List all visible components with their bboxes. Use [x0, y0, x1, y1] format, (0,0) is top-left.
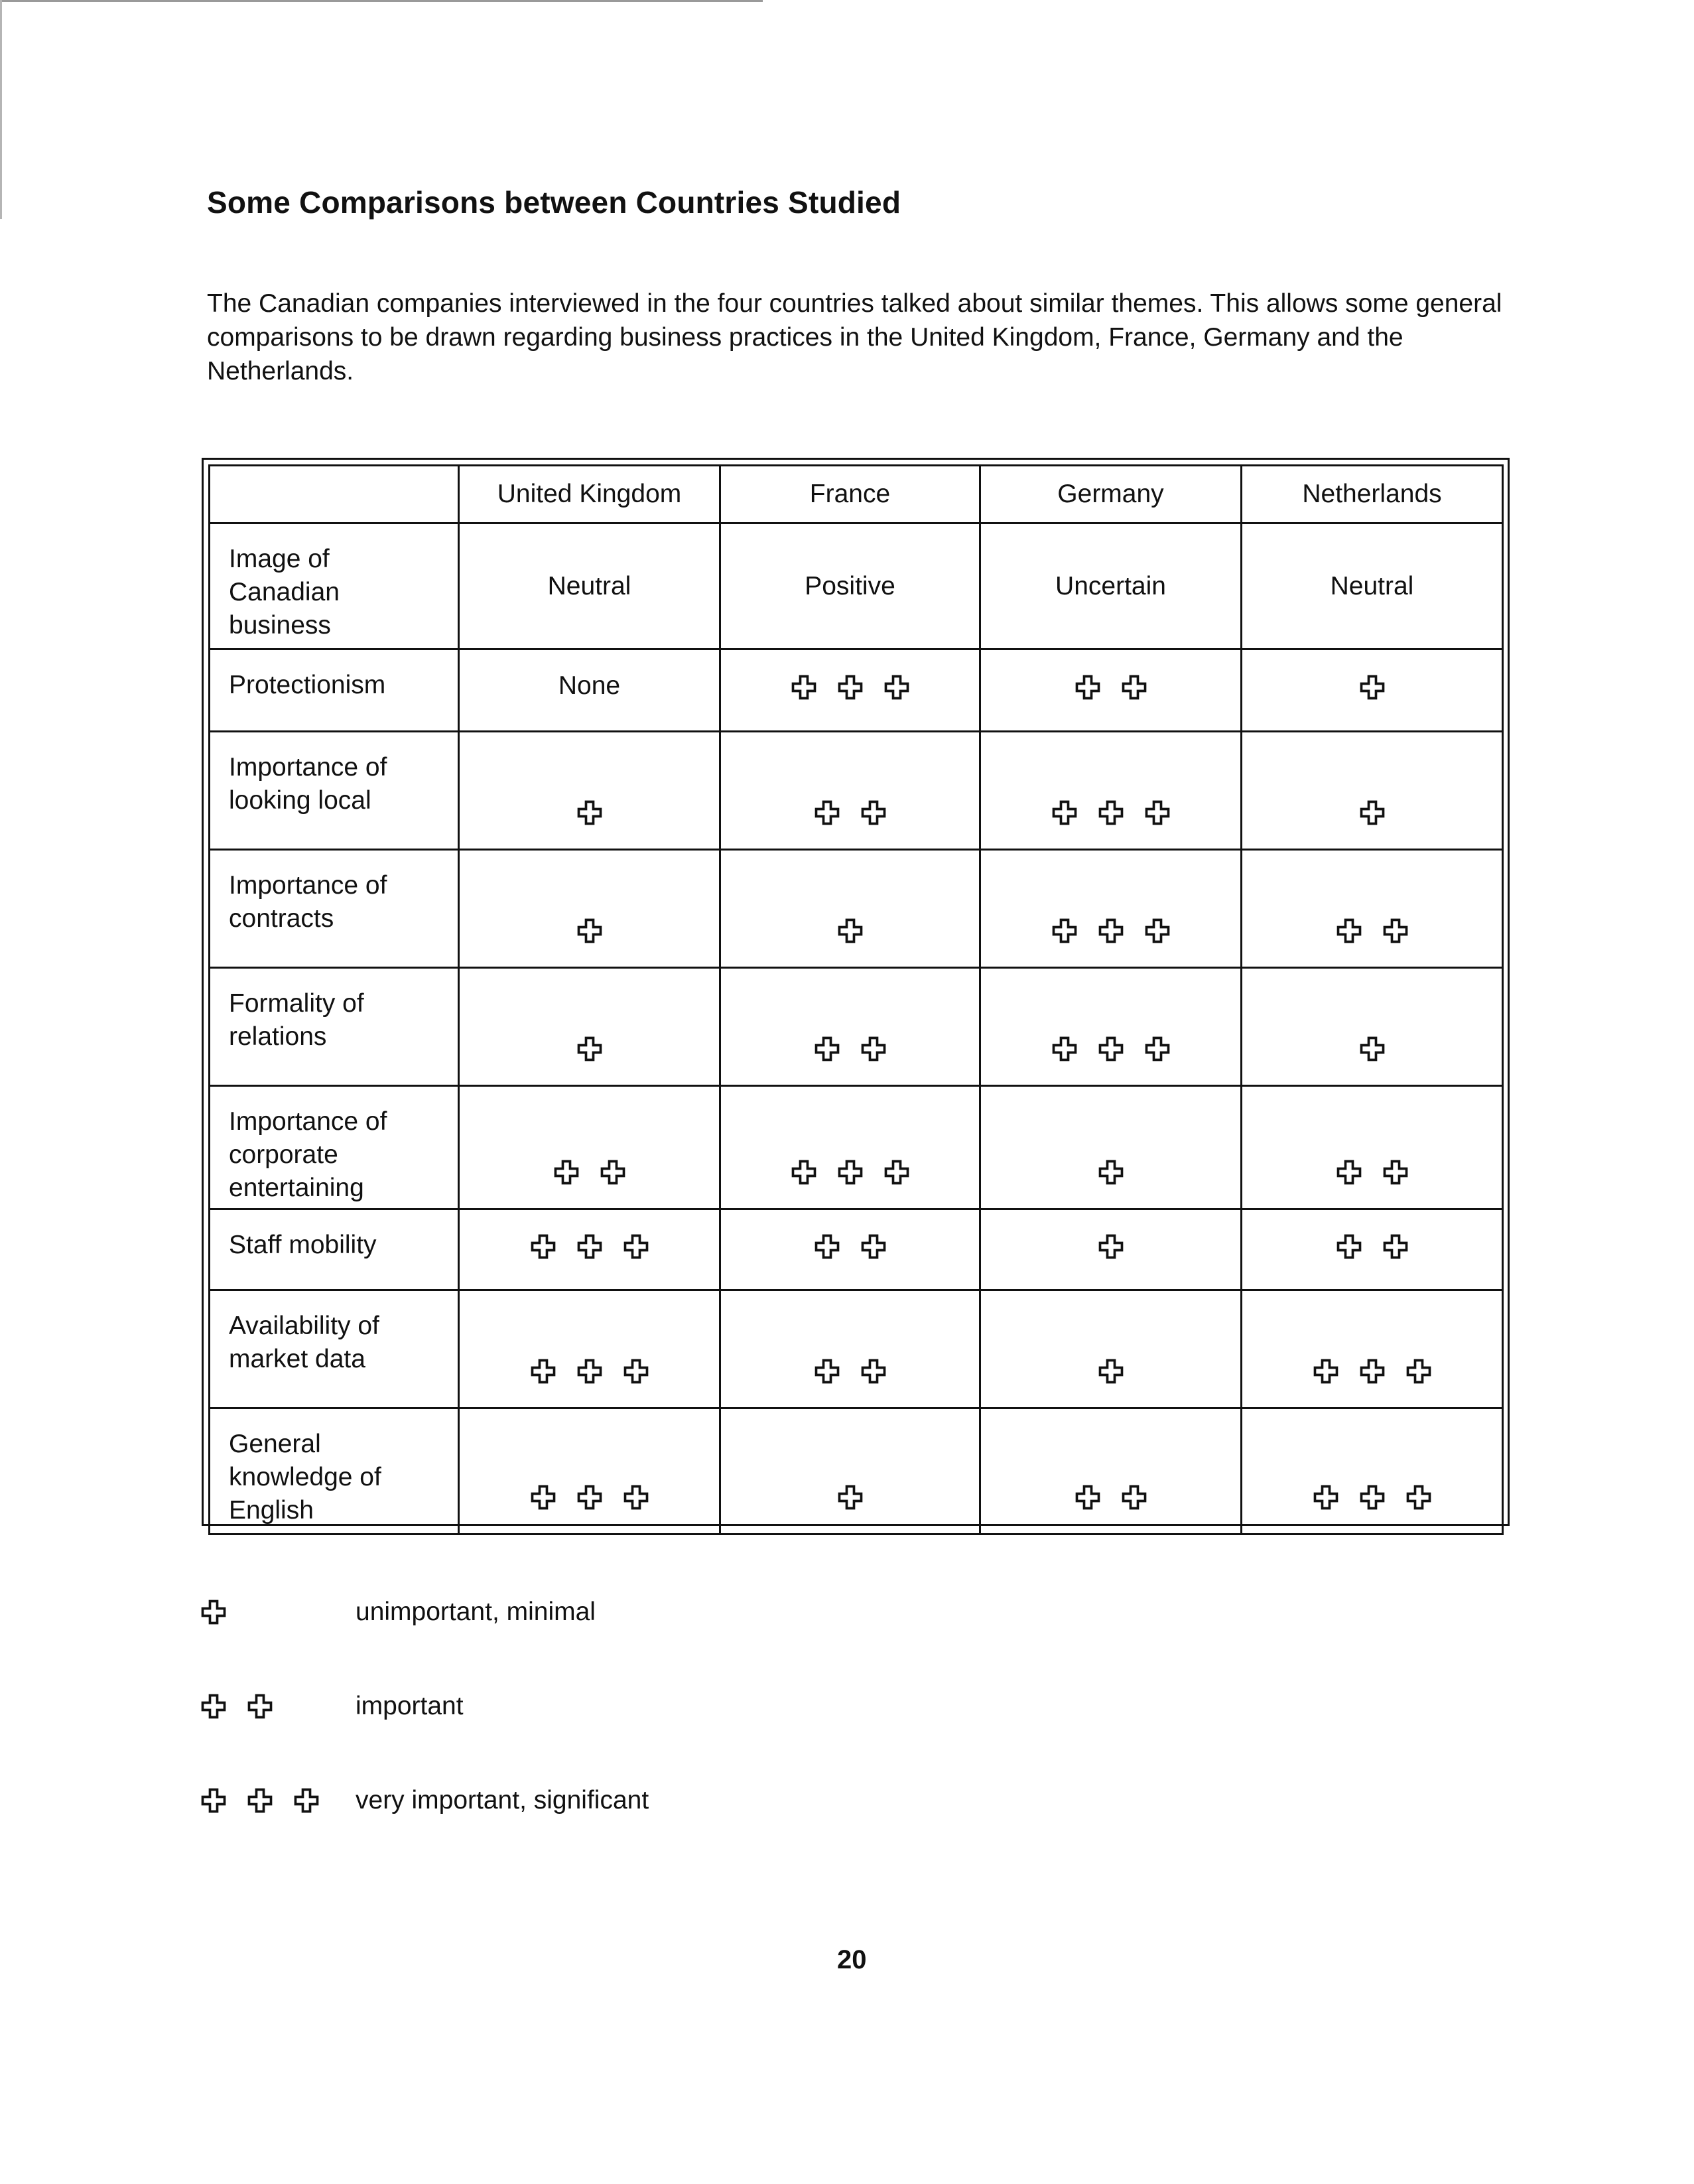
legend-row-important	[199, 1686, 464, 1726]
rating-cell	[720, 732, 980, 850]
rating-symbols	[836, 916, 865, 945]
outlined-cross-icon	[529, 1357, 558, 1386]
rating-symbols	[1096, 1232, 1126, 1261]
outlined-cross-icon	[1096, 1232, 1126, 1261]
rating-cell	[720, 1086, 980, 1209]
outlined-cross-icon	[245, 1692, 275, 1721]
rating-cell	[459, 1209, 720, 1290]
outlined-cross-icon	[1050, 916, 1079, 945]
outlined-cross-icon	[813, 798, 842, 827]
rating-cell	[459, 732, 720, 850]
rating-symbols	[1335, 916, 1410, 945]
rating-cell	[1242, 1408, 1503, 1535]
rating-cell	[980, 732, 1242, 850]
outlined-cross-icon	[1096, 798, 1126, 827]
comparison-table	[208, 464, 1504, 1535]
table-row	[210, 1408, 1503, 1535]
outlined-cross-icon	[859, 1357, 888, 1386]
rating-cell	[980, 1290, 1242, 1408]
rating-symbols	[575, 1034, 604, 1063]
outlined-cross-icon	[813, 1232, 842, 1261]
outlined-cross-icon	[859, 798, 888, 827]
page-number: 20	[837, 1945, 867, 1974]
outlined-cross-icon	[1358, 673, 1387, 702]
outlined-cross-icon	[575, 916, 604, 945]
outlined-cross-icon	[789, 1158, 818, 1187]
outlined-cross-icon	[1381, 1158, 1410, 1187]
rating-symbols	[1311, 1357, 1433, 1386]
outlined-cross-icon	[199, 1786, 228, 1815]
legend-symbols	[199, 1786, 356, 1815]
outlined-cross-icon	[245, 1786, 275, 1815]
rating-cell	[459, 968, 720, 1086]
outlined-cross-icon	[1381, 916, 1410, 945]
outlined-cross-icon	[836, 673, 865, 702]
outlined-cross-icon	[575, 1232, 604, 1261]
outlined-cross-icon	[1096, 916, 1126, 945]
rating-cell	[720, 1290, 980, 1408]
rating-symbols	[1096, 1357, 1126, 1386]
outlined-cross-icon	[552, 1158, 581, 1187]
comparison-table-frame	[202, 458, 1510, 1526]
outlined-cross-icon	[292, 1786, 321, 1815]
rating-symbols	[1050, 1034, 1172, 1063]
table-row	[210, 850, 1503, 968]
outlined-cross-icon	[836, 916, 865, 945]
outlined-cross-icon	[621, 1232, 651, 1261]
rating-cell	[720, 850, 980, 968]
rating-cell	[980, 1408, 1242, 1535]
outlined-cross-icon	[859, 1232, 888, 1261]
legend-label: unimportant, minimal	[356, 1598, 596, 1626]
rating-symbols	[1358, 798, 1387, 827]
outlined-cross-icon	[1335, 1232, 1364, 1261]
rating-symbols	[1335, 1232, 1410, 1261]
text-value-cell: Uncertain	[980, 523, 1242, 649]
row-label: Formality of relations	[210, 968, 459, 1086]
rating-cell	[1242, 968, 1503, 1086]
rating-cell	[980, 1086, 1242, 1209]
scan-edge-top	[0, 0, 763, 2]
table-row	[210, 1086, 1503, 1209]
outlined-cross-icon	[1381, 1232, 1410, 1261]
row-label: Importance of looking local	[210, 732, 459, 850]
legend-row-minimal	[199, 1592, 596, 1632]
rating-symbols	[1073, 673, 1149, 702]
text-value-cell: Positive	[720, 523, 980, 649]
outlined-cross-icon	[1404, 1357, 1433, 1386]
outlined-cross-icon	[789, 673, 818, 702]
rating-symbols	[1311, 1483, 1433, 1512]
outlined-cross-icon	[1120, 1483, 1149, 1512]
outlined-cross-icon	[529, 1232, 558, 1261]
rating-cell	[1242, 649, 1503, 732]
row-label: Staff mobility	[210, 1209, 459, 1290]
outlined-cross-icon	[836, 1158, 865, 1187]
outlined-cross-icon	[882, 1158, 911, 1187]
outlined-cross-icon	[1335, 916, 1364, 945]
rating-symbols	[789, 673, 911, 702]
rating-cell	[1242, 850, 1503, 968]
outlined-cross-icon	[575, 798, 604, 827]
rating-symbols	[1073, 1483, 1149, 1512]
outlined-cross-icon	[1096, 1357, 1126, 1386]
legend-symbols	[199, 1598, 356, 1627]
rating-symbols	[1050, 798, 1172, 827]
table-row	[210, 649, 1503, 732]
row-label: Image of Canadian business	[210, 523, 459, 649]
outlined-cross-icon	[575, 1034, 604, 1063]
outlined-cross-icon	[575, 1357, 604, 1386]
rating-cell	[1242, 1290, 1503, 1408]
outlined-cross-icon	[1050, 1034, 1079, 1063]
rating-symbols	[1335, 1158, 1410, 1187]
rating-symbols	[1096, 1158, 1126, 1187]
outlined-cross-icon	[1335, 1158, 1364, 1187]
rating-cell	[459, 850, 720, 968]
rating-cell	[980, 649, 1242, 732]
outlined-cross-icon	[1358, 1483, 1387, 1512]
column-header-netherlands: Netherlands	[1242, 466, 1503, 523]
column-header-united-kingdom: United Kingdom	[459, 466, 720, 523]
outlined-cross-icon	[813, 1357, 842, 1386]
rating-symbols	[529, 1483, 651, 1512]
rating-cell	[720, 968, 980, 1086]
text-value-cell: Neutral	[459, 523, 720, 649]
rating-symbols	[575, 916, 604, 945]
outlined-cross-icon	[1311, 1483, 1340, 1512]
rating-symbols	[813, 798, 888, 827]
outlined-cross-icon	[575, 1483, 604, 1512]
outlined-cross-icon	[1143, 916, 1172, 945]
outlined-cross-icon	[859, 1034, 888, 1063]
outlined-cross-icon	[1096, 1034, 1126, 1063]
outlined-cross-icon	[621, 1483, 651, 1512]
row-label: General knowledge of English	[210, 1408, 459, 1535]
rating-symbols	[813, 1357, 888, 1386]
outlined-cross-icon	[836, 1483, 865, 1512]
outlined-cross-icon	[1358, 1034, 1387, 1063]
rating-cell	[720, 1408, 980, 1535]
outlined-cross-icon	[1096, 1158, 1126, 1187]
text-value-cell: Neutral	[1242, 523, 1503, 649]
rating-symbols	[529, 1232, 651, 1261]
text-value-cell: None	[459, 649, 720, 732]
rating-symbols	[789, 1158, 911, 1187]
table-row	[210, 1290, 1503, 1408]
outlined-cross-icon	[1143, 1034, 1172, 1063]
rating-cell	[720, 649, 980, 732]
rating-cell	[980, 1209, 1242, 1290]
rating-cell	[980, 850, 1242, 968]
outlined-cross-icon	[1311, 1357, 1340, 1386]
row-label: Importance of corporate entertaining	[210, 1086, 459, 1209]
table-row	[210, 523, 1503, 649]
outlined-cross-icon	[1050, 798, 1079, 827]
outlined-cross-icon	[1358, 798, 1387, 827]
row-label: Importance of contracts	[210, 850, 459, 968]
outlined-cross-icon	[1358, 1357, 1387, 1386]
legend-label: very important, significant	[356, 1786, 649, 1814]
rating-cell	[720, 1209, 980, 1290]
outlined-cross-icon	[621, 1357, 651, 1386]
legend-label: important	[356, 1692, 464, 1720]
column-header-france: France	[720, 466, 980, 523]
rating-symbols	[1050, 916, 1172, 945]
outlined-cross-icon	[199, 1598, 228, 1627]
rating-symbols	[813, 1232, 888, 1261]
rating-cell	[459, 1408, 720, 1535]
rating-symbols	[836, 1483, 865, 1512]
column-header-germany: Germany	[980, 466, 1242, 523]
table-row	[210, 732, 1503, 850]
page-title: Some Comparisons between Countries Studied	[207, 185, 901, 220]
legend-symbols	[199, 1692, 356, 1721]
outlined-cross-icon	[1120, 673, 1149, 702]
rating-cell	[459, 1086, 720, 1209]
rating-symbols	[813, 1034, 888, 1063]
table-header-row	[210, 466, 1503, 523]
outlined-cross-icon	[813, 1034, 842, 1063]
rating-symbols	[1358, 673, 1387, 702]
outlined-cross-icon	[1073, 673, 1102, 702]
outlined-cross-icon	[199, 1692, 228, 1721]
rating-cell	[459, 1290, 720, 1408]
intro-paragraph: The Canadian companies interviewed in the four countries talked about similar themes. This allows some general comparisons to be drawn regarding business practices in the United Kingdom, France, Germany and the Netherlands.	[207, 289, 1502, 385]
rating-cell	[1242, 732, 1503, 850]
outlined-cross-icon	[1404, 1483, 1433, 1512]
column-header-blank	[210, 466, 459, 523]
rating-symbols	[529, 1357, 651, 1386]
row-label: Availability of market data	[210, 1290, 459, 1408]
rating-symbols	[1358, 1034, 1387, 1063]
rating-symbols	[552, 1158, 627, 1187]
table-body	[210, 523, 1503, 1535]
outlined-cross-icon	[598, 1158, 627, 1187]
rating-symbols	[575, 798, 604, 827]
rating-cell	[1242, 1209, 1503, 1290]
table-row	[210, 968, 1503, 1086]
outlined-cross-icon	[1073, 1483, 1102, 1512]
outlined-cross-icon	[882, 673, 911, 702]
row-label: Protectionism	[210, 649, 459, 732]
legend-row-significant	[199, 1781, 649, 1820]
rating-cell	[980, 968, 1242, 1086]
table-row	[210, 1209, 1503, 1290]
outlined-cross-icon	[1143, 798, 1172, 827]
rating-cell	[1242, 1086, 1503, 1209]
scan-edge-left	[0, 0, 2, 219]
outlined-cross-icon	[529, 1483, 558, 1512]
